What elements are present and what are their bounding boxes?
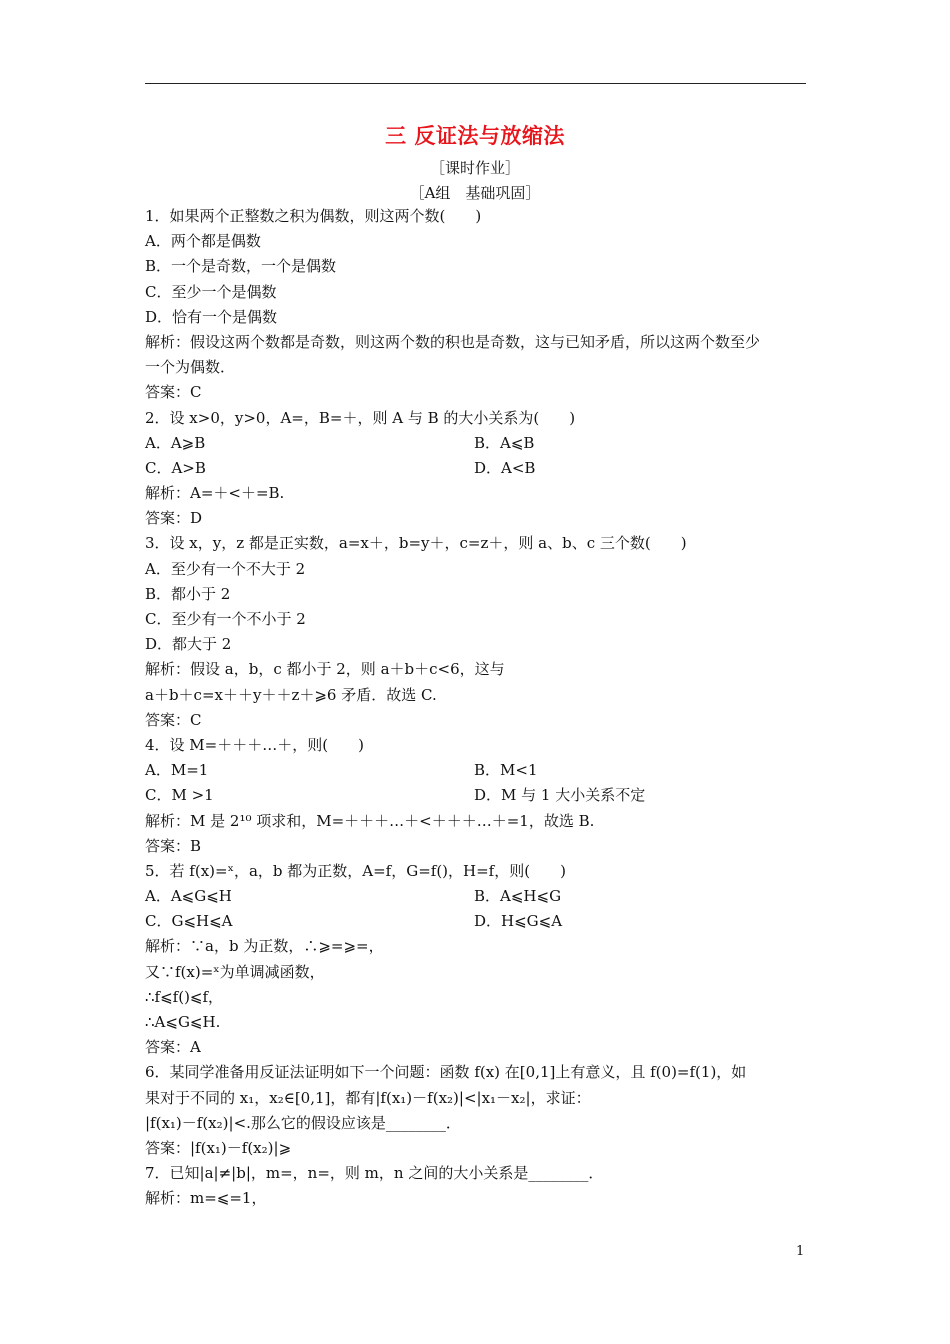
text-line: B．都小于 2 (145, 584, 231, 603)
text-line: 答案：|f(x₁)－f(x₂)|⩾ (145, 1138, 292, 1157)
option-row (145, 456, 810, 481)
text-line: B．一个是奇数，一个是偶数 (145, 257, 337, 276)
page-number: 1 (796, 1244, 805, 1259)
text-line: 3．设 x，y，z 都是正实数，a=x＋，b=y＋，c=z＋，则 a、b、c 三个数( ) (145, 534, 687, 553)
text-line: 1．如果两个正整数之积为偶数，则这两个数( ) (145, 207, 482, 225)
option-row (145, 758, 810, 783)
group-heading: ［A组 基础巩固］ (409, 184, 541, 202)
text-line: ∴A⩽G⩽H. (145, 1013, 221, 1031)
option-text: D．M 与 1 大小关系不定 (474, 786, 646, 805)
option-row (145, 909, 810, 934)
text-line: A．至少有一个不大于 2 (145, 559, 306, 578)
option-text: C．A>B (145, 458, 206, 477)
text-line: 4．设 M=＋＋＋…＋，则( ) (145, 735, 364, 754)
text-line: D．都大于 2 (145, 635, 232, 654)
text-line: C．至少一个是偶数 (145, 282, 277, 301)
option-text: A．A⩽G⩽H (145, 887, 232, 906)
text-line: 解析：M 是 2¹⁰ 项求和，M=＋＋＋…＋<＋＋＋…＋=1，故选 B. (145, 811, 595, 830)
section-subtitle: ［课时作业］ (429, 159, 520, 177)
text-line: 答案：C (145, 383, 202, 402)
text-line: a＋b＋c=x＋＋y＋＋z＋⩾6 矛盾．故选 C. (145, 685, 437, 704)
text-line: 解析：假设 a，b，c 都小于 2，则 a＋b＋c<6，这与 (145, 660, 505, 679)
text-line: 一个为偶数． (145, 358, 236, 377)
text-line: 答案：B (145, 836, 202, 855)
option-text: B．M<1 (474, 761, 538, 780)
option-text: B．A⩽B (474, 433, 535, 452)
text-line: 答案：A (145, 1038, 201, 1057)
option-row (145, 884, 810, 909)
option-row (145, 431, 810, 456)
text-line: A．两个都是偶数 (145, 232, 261, 251)
option-text: C．G⩽H⩽A (145, 912, 233, 931)
text-line: 解析：m=⩽=1， (145, 1189, 267, 1208)
text-line: 2．设 x>0，y>0，A=，B=＋，则 A 与 B 的大小关系为( ) (145, 408, 576, 427)
text-line: C．至少有一个不小于 2 (145, 610, 306, 628)
text-line: 又∵f(x)=ˣ为单调减函数， (145, 962, 325, 981)
text-line: D．恰有一个是偶数 (145, 307, 278, 326)
text-line: 解析：假设这两个数都是奇数，则这两个数的积也是奇数，这与已知矛盾，所以这两个数至少 (145, 332, 761, 351)
option-text: C．M >1 (145, 786, 214, 805)
text-line: 7．已知|a|≠|b|，m=，n=，则 m，n 之间的大小关系是________． (145, 1164, 604, 1183)
option-row (145, 783, 810, 808)
option-text: A．M=1 (145, 761, 209, 780)
text-line: 6．某同学准备用反证法证明如下一个问题：函数 f(x) 在[0,1]上有意义，且 f(0)=f(1)，如 (145, 1063, 747, 1082)
option-text: D．A<B (474, 458, 536, 477)
document-title: 三 反证法与放缩法 (385, 123, 565, 148)
text-line: 解析：∵a，b 为正数，∴⩾=⩾=， (145, 937, 384, 956)
option-text: A．A⩾B (145, 433, 206, 452)
text-line: 解析：A=＋<＋=B. (145, 484, 285, 503)
text-line: 答案：C (145, 710, 202, 729)
text-line: 果对于不同的 x₁，x₂∈[0,1]，都有|f(x₁)－f(x₂)|<|x₁－x₂|，求证： (145, 1088, 591, 1107)
text-line: ∴f⩽f()⩽f， (145, 987, 224, 1006)
exercise-content (145, 204, 810, 1212)
option-text: B．A⩽H⩽G (474, 887, 562, 906)
text-line: 5．若 f(x)=ˣ，a，b 都为正数，A=f，G=f()，H=f，则( ) (145, 861, 566, 880)
header-rule (145, 83, 806, 84)
text-line: 答案：D (145, 509, 203, 528)
option-text: D．H⩽G⩽A (474, 912, 563, 931)
text-line: |f(x₁)－f(x₂)|<.那么它的假设应该是________． (145, 1113, 461, 1132)
